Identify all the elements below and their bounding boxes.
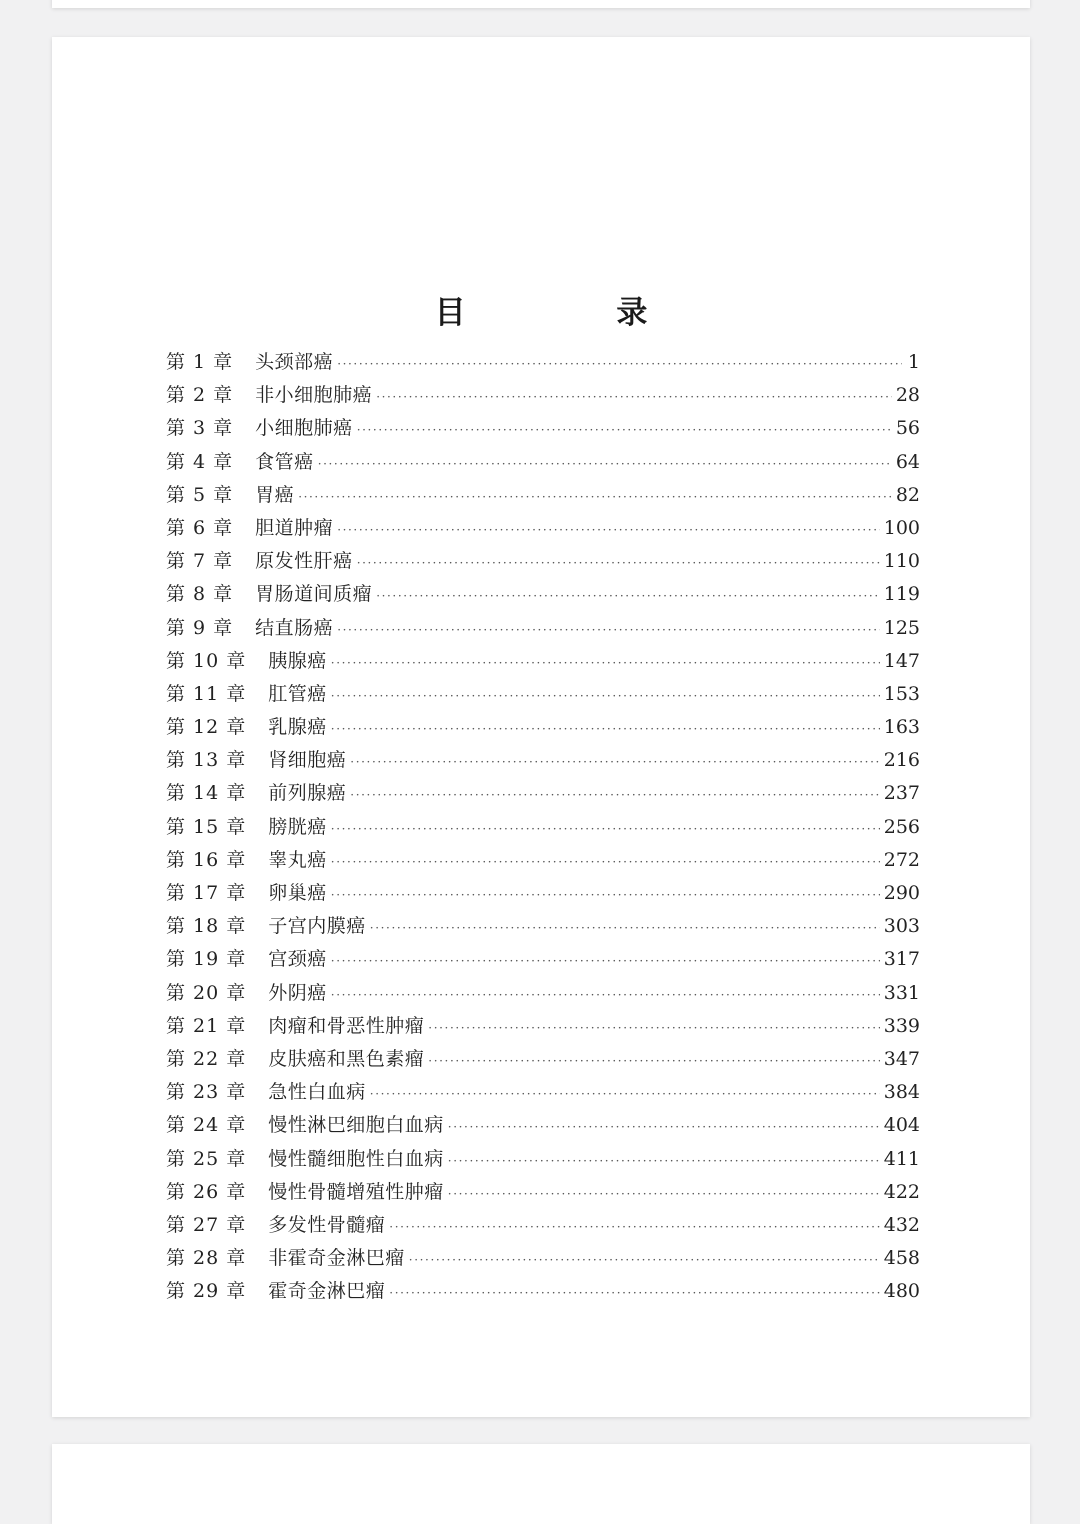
toc-entry[interactable] bbox=[166, 1110, 920, 1143]
toc-dot-leader bbox=[376, 391, 892, 403]
toc-chapter-title: 慢性髓细胞性白血病 bbox=[268, 1147, 444, 1170]
toc-dot-leader bbox=[318, 458, 892, 470]
toc-chapter-title: 胃癌 bbox=[255, 483, 295, 506]
toc-chapter-number: 第 12 章 bbox=[166, 716, 247, 739]
toc-page-number: 317 bbox=[883, 948, 920, 971]
toc-chapter-number: 第 25 章 bbox=[166, 1147, 247, 1170]
toc-page-number: 216 bbox=[883, 749, 920, 772]
toc-page-number: 303 bbox=[883, 915, 920, 938]
toc-dot-leader bbox=[331, 856, 880, 868]
toc-chapter-title: 睾丸癌 bbox=[268, 848, 327, 871]
toc-chapter-number: 第 8 章 bbox=[166, 583, 234, 606]
toc-entry[interactable] bbox=[166, 911, 920, 944]
toc-dot-leader bbox=[350, 756, 879, 768]
toc-chapter-number: 第 22 章 bbox=[166, 1047, 247, 1070]
toc-entry[interactable] bbox=[166, 845, 920, 878]
toc-dot-leader bbox=[389, 1287, 879, 1299]
toc-chapter-number: 第 7 章 bbox=[166, 550, 234, 573]
toc-entry[interactable] bbox=[166, 546, 920, 579]
toc-chapter-number: 第 14 章 bbox=[166, 782, 247, 805]
toc-page-number: 147 bbox=[883, 649, 920, 672]
toc-page-number: 339 bbox=[883, 1014, 920, 1037]
toc-dot-leader bbox=[448, 1121, 880, 1133]
toc-chapter-title: 胃肠道间质瘤 bbox=[255, 583, 373, 606]
toc-entry[interactable] bbox=[166, 579, 920, 612]
toc-chapter-title: 结直肠癌 bbox=[255, 616, 334, 639]
toc-chapter-number: 第 15 章 bbox=[166, 815, 247, 838]
toc-dot-leader bbox=[337, 624, 880, 636]
toc-chapter-title: 前列腺癌 bbox=[268, 782, 347, 805]
toc-page-number: 411 bbox=[883, 1147, 920, 1170]
toc-dot-leader bbox=[331, 657, 880, 669]
toc-chapter-title: 肾细胞癌 bbox=[268, 749, 347, 772]
toc-chapter-title: 原发性肝癌 bbox=[255, 550, 353, 573]
document-page bbox=[52, 37, 1030, 1417]
toc-page-number: 100 bbox=[883, 516, 920, 539]
toc-entry[interactable] bbox=[166, 1276, 920, 1309]
toc-entry[interactable] bbox=[166, 347, 920, 380]
toc-entry[interactable] bbox=[166, 712, 920, 745]
toc-dot-leader bbox=[376, 590, 880, 602]
toc-chapter-title: 子宫内膜癌 bbox=[268, 915, 366, 938]
toc-page-number: 432 bbox=[883, 1213, 920, 1236]
toc-dot-leader bbox=[331, 690, 880, 702]
toc-dot-leader bbox=[331, 723, 880, 735]
toc-dot-leader bbox=[357, 424, 892, 436]
toc-chapter-number: 第 26 章 bbox=[166, 1180, 247, 1203]
toc-page-number: 347 bbox=[883, 1047, 920, 1070]
toc-chapter-number: 第 18 章 bbox=[166, 915, 247, 938]
toc-page-number: 153 bbox=[883, 682, 920, 705]
toc-page-number: 422 bbox=[883, 1180, 920, 1203]
toc-page-number: 237 bbox=[883, 782, 920, 805]
toc-entry[interactable] bbox=[166, 679, 920, 712]
toc-entry[interactable] bbox=[166, 413, 920, 446]
toc-chapter-title: 小细胞肺癌 bbox=[255, 417, 353, 440]
toc-page-number: 1 bbox=[907, 351, 920, 373]
toc-chapter-title: 慢性淋巴细胞白血病 bbox=[268, 1114, 444, 1137]
toc-chapter-title: 霍奇金淋巴瘤 bbox=[268, 1280, 386, 1303]
toc-chapter-title: 胆道肿瘤 bbox=[255, 516, 334, 539]
toc-entry[interactable] bbox=[166, 613, 920, 646]
toc-chapter-number: 第 2 章 bbox=[166, 384, 234, 407]
toc-dot-leader bbox=[448, 1188, 880, 1200]
toc-dot-leader bbox=[428, 1055, 879, 1067]
toc-chapter-title: 胰腺癌 bbox=[268, 649, 327, 672]
toc-entry[interactable] bbox=[166, 1243, 920, 1276]
toc-entry[interactable] bbox=[166, 1077, 920, 1110]
toc-chapter-number: 第 23 章 bbox=[166, 1081, 247, 1104]
toc-page-number: 56 bbox=[895, 417, 920, 440]
toc-chapter-number: 第 10 章 bbox=[166, 649, 247, 672]
toc-chapter-number: 第 13 章 bbox=[166, 749, 247, 772]
toc-page-number: 256 bbox=[883, 815, 920, 838]
toc-page-number: 28 bbox=[895, 384, 920, 407]
toc-page-number: 384 bbox=[883, 1081, 920, 1104]
toc-entry[interactable] bbox=[166, 745, 920, 778]
toc-chapter-number: 第 24 章 bbox=[166, 1114, 247, 1137]
toc-chapter-title: 多发性骨髓瘤 bbox=[268, 1213, 386, 1236]
toc-page-number: 480 bbox=[883, 1280, 920, 1303]
toc-chapter-title: 肛管癌 bbox=[268, 682, 327, 705]
toc-dot-leader bbox=[357, 557, 880, 569]
toc-page-number: 458 bbox=[883, 1247, 920, 1270]
toc-title: 目 录 bbox=[434, 295, 718, 331]
toc-entry[interactable] bbox=[166, 978, 920, 1011]
toc-entry[interactable] bbox=[166, 778, 920, 811]
toc-list bbox=[166, 347, 920, 1309]
toc-entry[interactable] bbox=[166, 944, 920, 977]
toc-chapter-number: 第 17 章 bbox=[166, 882, 247, 904]
toc-entry[interactable] bbox=[166, 513, 920, 546]
toc-entry[interactable] bbox=[166, 1210, 920, 1243]
toc-chapter-title: 非霍奇金淋巴瘤 bbox=[268, 1247, 405, 1270]
toc-chapter-title: 皮肤癌和黑色素瘤 bbox=[268, 1047, 425, 1070]
toc-chapter-title: 肉瘤和骨恶性肿瘤 bbox=[268, 1014, 425, 1037]
toc-chapter-title: 乳腺癌 bbox=[268, 716, 327, 739]
toc-dot-leader bbox=[298, 491, 892, 503]
toc-entry[interactable] bbox=[166, 1177, 920, 1210]
toc-dot-leader bbox=[337, 358, 902, 370]
toc-chapter-number: 第 11 章 bbox=[166, 682, 247, 705]
toc-dot-leader bbox=[337, 524, 880, 536]
toc-page-number: 290 bbox=[883, 882, 920, 904]
toc-page-number: 125 bbox=[883, 616, 920, 639]
toc-chapter-title: 非小细胞肺癌 bbox=[255, 384, 373, 407]
toc-page-number: 404 bbox=[883, 1114, 920, 1137]
toc-page-number: 331 bbox=[883, 981, 920, 1004]
toc-chapter-number: 第 3 章 bbox=[166, 417, 234, 440]
toc-chapter-title: 头颈部癌 bbox=[255, 351, 334, 373]
toc-entry[interactable] bbox=[166, 878, 920, 911]
toc-chapter-title: 外阴癌 bbox=[268, 981, 327, 1004]
toc-page-number: 64 bbox=[895, 450, 920, 473]
toc-entry[interactable] bbox=[166, 646, 920, 679]
previous-page bbox=[52, 0, 1030, 8]
toc-dot-leader bbox=[448, 1155, 880, 1167]
toc-page-number: 272 bbox=[883, 848, 920, 871]
toc-dot-leader bbox=[370, 1088, 880, 1100]
toc-dot-leader bbox=[428, 1022, 879, 1034]
toc-chapter-number: 第 20 章 bbox=[166, 981, 247, 1004]
toc-dot-leader bbox=[331, 823, 880, 835]
toc-entry[interactable] bbox=[166, 812, 920, 845]
toc-chapter-number: 第 9 章 bbox=[166, 616, 234, 639]
toc-entry[interactable] bbox=[166, 380, 920, 413]
toc-chapter-number: 第 29 章 bbox=[166, 1280, 247, 1303]
next-page bbox=[52, 1444, 1030, 1524]
toc-page-number: 163 bbox=[883, 716, 920, 739]
toc-page-number: 119 bbox=[883, 583, 920, 606]
toc-chapter-number: 第 28 章 bbox=[166, 1247, 247, 1270]
toc-entry[interactable] bbox=[166, 1144, 920, 1177]
toc-chapter-number: 第 5 章 bbox=[166, 483, 234, 506]
toc-chapter-title: 膀胱癌 bbox=[268, 815, 327, 838]
toc-entry[interactable] bbox=[166, 480, 920, 513]
toc-dot-leader bbox=[409, 1254, 880, 1266]
toc-chapter-number: 第 19 章 bbox=[166, 948, 247, 971]
toc-dot-leader bbox=[389, 1221, 879, 1233]
toc-entry[interactable] bbox=[166, 1011, 920, 1044]
toc-dot-leader bbox=[350, 789, 879, 801]
toc-chapter-number: 第 21 章 bbox=[166, 1014, 247, 1037]
toc-page-number: 82 bbox=[895, 483, 920, 506]
toc-chapter-title: 卵巢癌 bbox=[268, 882, 327, 904]
toc-page-number: 110 bbox=[883, 550, 920, 573]
toc-chapter-title: 宫颈癌 bbox=[268, 948, 327, 971]
toc-chapter-number: 第 4 章 bbox=[166, 450, 234, 473]
toc-chapter-title: 急性白血病 bbox=[268, 1081, 366, 1104]
toc-dot-leader bbox=[370, 922, 880, 934]
toc-chapter-number: 第 1 章 bbox=[166, 351, 234, 373]
toc-dot-leader bbox=[331, 889, 880, 901]
toc-chapter-title: 慢性骨髓增殖性肿瘤 bbox=[268, 1180, 444, 1203]
toc-chapter-number: 第 16 章 bbox=[166, 848, 247, 871]
toc-chapter-number: 第 27 章 bbox=[166, 1213, 247, 1236]
toc-dot-leader bbox=[331, 989, 880, 1001]
toc-chapter-number: 第 6 章 bbox=[166, 516, 234, 539]
toc-dot-leader bbox=[331, 955, 880, 967]
toc-entry[interactable] bbox=[166, 447, 920, 480]
toc-entry[interactable] bbox=[166, 1044, 920, 1077]
toc-chapter-title: 食管癌 bbox=[255, 450, 314, 473]
